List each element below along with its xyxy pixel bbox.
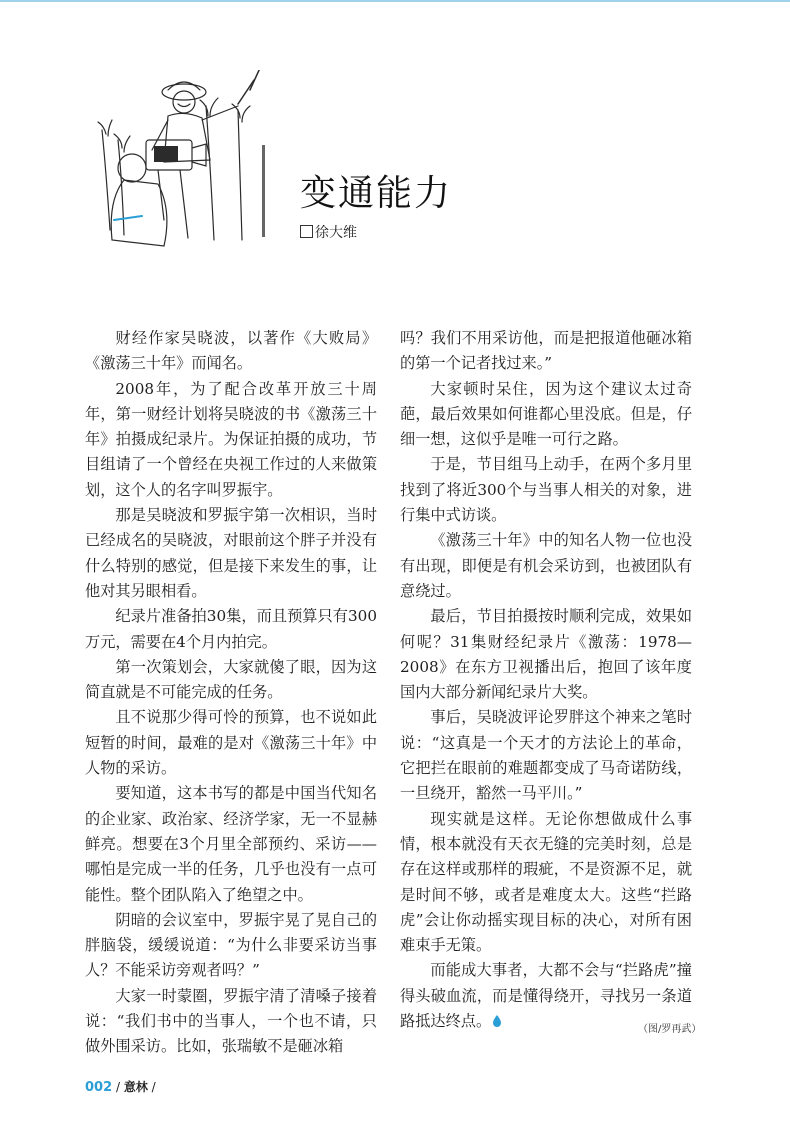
footer-separator: / bbox=[115, 1080, 124, 1094]
page-footer bbox=[85, 1078, 156, 1095]
paragraph: 于是，节目组马上动手，在两个多月里找到了将近300个与当事人相关的对象，进行集中式访谈。 bbox=[400, 455, 692, 525]
paragraph: 阴暗的会议室中，罗振宇晃了晃自己的胖脑袋，缓缓说道：“为什么非要采访当事人？不能采访旁观者吗？” bbox=[85, 910, 377, 980]
article-column-left bbox=[85, 326, 377, 1060]
paragraph: 大家一时蒙圈，罗振宇清了清嗓子接着说：“我们书中的当事人，一个也不请，只做外围采访。比如，张瑞敏不是砸冰箱 bbox=[85, 986, 377, 1056]
paragraph: 纪录片准备拍30集，而且预算只有300万元，需要在4个月内拍完。 bbox=[85, 607, 377, 651]
article-column-right bbox=[400, 326, 692, 1034]
paragraph: 且不说那少得可怜的预算，也不说如此短暂的时间，最难的是对《激荡三十年》中人物的采访。 bbox=[85, 708, 377, 778]
footer-separator: / bbox=[147, 1080, 156, 1094]
final-paragraph-text: 而能成大事者，大都不会与“拦路虎”撞得头破血流，而是懂得绕开，寻找另一条道路抵达终点。 bbox=[400, 961, 692, 1031]
paragraph: 最后，节目拍摄按时顺利完成，效果如何呢？31集财经纪录片《激荡：1978—2008》在东方卫视播出后，抱回了该年度国内大部分新闻纪录片大奖。 bbox=[400, 607, 692, 702]
page-number: 002 bbox=[85, 1080, 113, 1095]
magazine-name: 意林 bbox=[123, 1080, 148, 1094]
end-mark-icon bbox=[493, 1015, 501, 1027]
paragraph: 大家顿时呆住，因为这个建议太过奇葩，最后效果如何谁都心里没底。但是，仔细一想，这似乎是唯一可行之路。 bbox=[400, 379, 692, 449]
paragraph-continuation: 吗？我们不用采访他，而是把报道他砸冰箱的第一个记者找过来。” bbox=[400, 329, 692, 373]
paragraph: 现实就是这样。无论你想做成什么事情，根本就没有天衣无缝的完美时刻，总是存在这样或那样的瑕疵，不是资源不足，就是时间不够，或者是难度太大。这些“拦路虎”会让你动摇实现目标的决心，对所有困难束手无策。 bbox=[400, 809, 692, 955]
paragraph: 要知道，这本书写的都是中国当代知名的企业家、政治家、经济学家，无一不显赫鲜亮。想要在3个月里全部预约、采访——哪怕是完成一半的任务，几乎也没有一点可能性。整个团队陷入了绝望之中。 bbox=[85, 784, 377, 904]
top-rule bbox=[0, 0, 790, 2]
paragraph: 第一次策划会，大家就傻了眼，因为这简直就是不可能完成的任务。 bbox=[85, 657, 377, 702]
paragraph: 2008年，为了配合改革开放三十周年，第一财经计划将吴晓波的书《激荡三十年》拍摄成纪录片。为保证拍摄的成功，节目组请了一个曾经在央视工作过的人来做策划，这个人的名字叫罗振宇。 bbox=[85, 379, 377, 499]
paragraph: 财经作家吴晓波，以著作《大败局》《激荡三十年》而闻名。 bbox=[85, 329, 377, 373]
illustration-credit: （图/罗再武） bbox=[638, 1024, 702, 1035]
paragraph: 事后，吴晓波评论罗胖这个神来之笔时说：“这真是一个天才的方法论上的革命，它把拦在眼前的难题都变成了马奇诺防线，一旦绕开，豁然一马平川。” bbox=[400, 708, 692, 803]
article-title: 变通能力 bbox=[300, 173, 453, 214]
paragraph: 《激荡三十年》中的知名人物一位也没有出现，即便是有机会采访到，也被团队有意绕过。 bbox=[400, 531, 692, 600]
byline bbox=[300, 222, 357, 242]
paragraph: 那是吴晓波和罗振宇第一次相识，当时已经成名的吴晓波，对眼前这个胖子并没有什么特别的感觉，但是接下来发生的事，让他对其另眼相看。 bbox=[85, 506, 377, 600]
author-name: 徐大维 bbox=[315, 225, 357, 241]
farmer-and-cameraman-illustration bbox=[88, 70, 263, 260]
title-divider bbox=[262, 145, 265, 237]
byline-box-icon bbox=[300, 225, 313, 238]
